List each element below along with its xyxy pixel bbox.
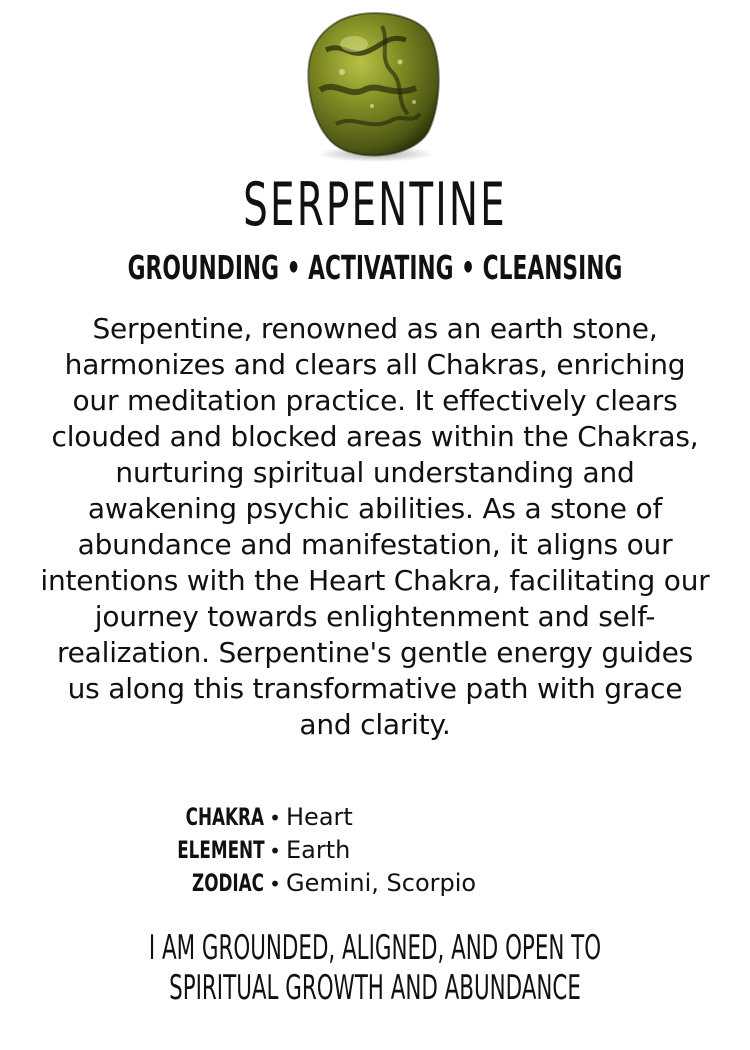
attribute-value: Gemini, Scorpio [286, 869, 477, 897]
attribute-value: Earth [286, 836, 351, 864]
attribute-row-element [140, 836, 610, 869]
affirmation-line-1: I AM GROUNDED, ALIGNED, AND OPEN TO [148, 928, 602, 968]
stone-attributes [140, 803, 610, 902]
stone-properties-subtitle: GROUNDING • ACTIVATING • CLEANSING [127, 248, 623, 287]
attribute-value: Heart [286, 803, 353, 831]
attribute-key: ELEMENT [177, 836, 265, 864]
affirmation [113, 928, 638, 1008]
stone-title: SERPENTINE [243, 170, 507, 240]
attribute-key: CHAKRA [185, 803, 264, 831]
bullet-separator: • [269, 806, 281, 830]
bullet-separator: • [269, 872, 281, 896]
attribute-row-chakra [140, 803, 610, 836]
attribute-row-zodiac [140, 869, 610, 902]
attribute-key: ZODIAC [192, 869, 264, 897]
bullet-separator: • [269, 839, 281, 863]
stone-description: Serpentine, renowned as an earth stone, harmonizes and clears all Chakras, enriching our meditation practice. It effectively clears clouded and blocked areas within the Chakras, nurturing spiritual understanding and awakening psychic abilities. As a stone of abundance and manifestation, it aligns our intentions with the Heart Chakra, facilitating our journey towards enlightenment and self-realization. Serpentine's gentle energy guides us along this transformative path with grace and clarity. [40, 312, 710, 741]
affirmation-line-2: SPIRITUAL GROWTH AND ABUNDANCE [169, 968, 581, 1008]
serpentine-stone-icon [296, 6, 446, 166]
